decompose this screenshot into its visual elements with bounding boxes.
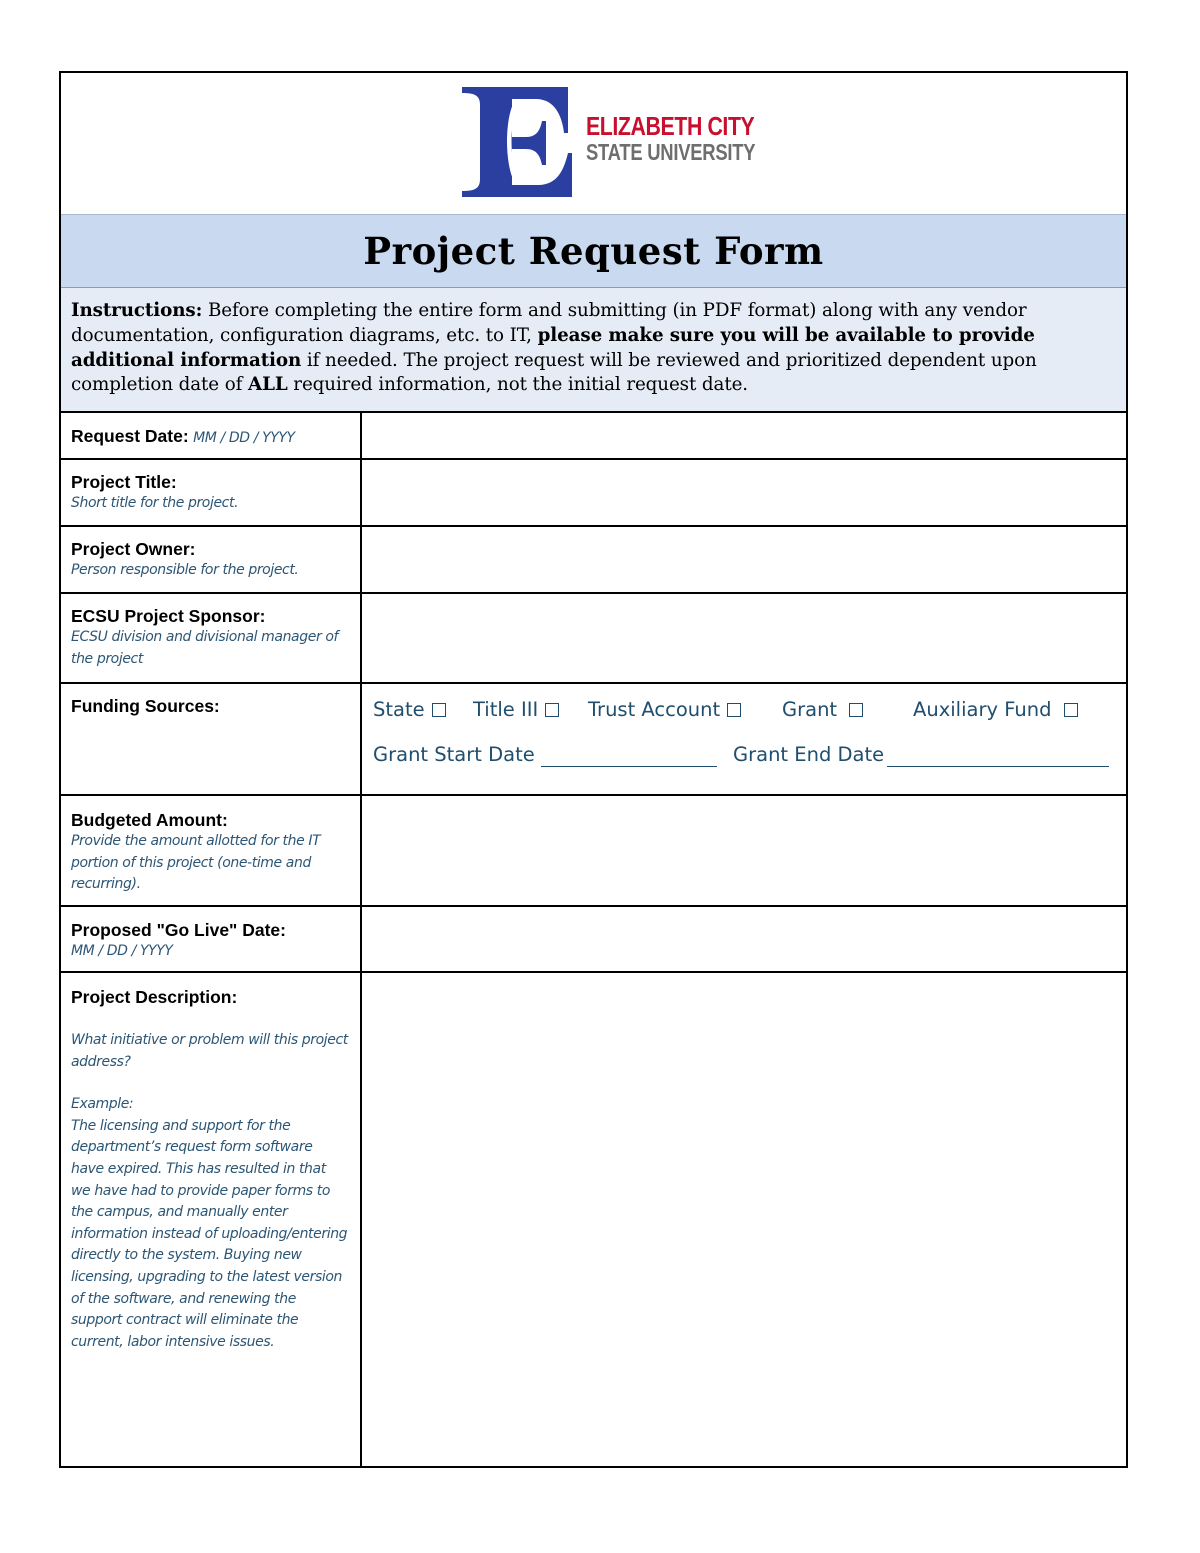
- logo-line-2: STATE UNIVERSITY: [586, 139, 756, 165]
- header-logo-area: [61, 73, 1126, 214]
- sponsor-input[interactable]: [362, 594, 1126, 682]
- budget-label-cell: [61, 796, 362, 905]
- row-budgeted-amount: [61, 796, 1126, 907]
- budget-input[interactable]: [362, 796, 1126, 905]
- sponsor-hint: ECSU division and divisional manager of the project: [71, 629, 339, 667]
- project-title-label: Project Title:: [71, 472, 177, 492]
- checkbox-grant[interactable]: [849, 703, 863, 717]
- row-project-description: [61, 973, 1126, 1468]
- instructions-label: Instructions:: [71, 300, 203, 321]
- funding-option-grant[interactable]: [782, 698, 863, 721]
- description-example-label: Example:: [71, 1096, 134, 1113]
- instructions-text-2: if needed. The project request will be reviewed and prioritized dependent upon completion date of: [71, 349, 1037, 396]
- sponsor-label: ECSU Project Sponsor:: [71, 606, 266, 626]
- budget-hint: Provide the amount allotted for the IT portion of this project (one-time and recurring).: [71, 833, 321, 893]
- funding-option-title-iii-label: Title III: [473, 698, 539, 721]
- request-date-hint: MM / DD / YYYY: [193, 430, 295, 446]
- request-date-label: Request Date:: [71, 426, 189, 446]
- project-title-hint: Short title for the project.: [71, 495, 239, 511]
- budget-label: Budgeted Amount:: [71, 810, 228, 830]
- description-example-text: The licensing and support for the department’s request form software have expired. This has resulted in that we have had to provide paper forms to the campus, and manually enter information instead of uploading/entering directly to the system. Buying new licensing, upgrading to the latest version of the software, and renewing the support contract will eliminate the current, labor intensive issues.: [71, 1117, 348, 1350]
- grant-start-date-label: Grant Start Date: [373, 743, 535, 766]
- row-project-title: [61, 460, 1126, 527]
- request-date-input[interactable]: [362, 413, 1126, 458]
- grant-end-date-input[interactable]: [887, 766, 1109, 767]
- sponsor-label-cell: [61, 594, 362, 682]
- funding-option-trust-account-label: Trust Account: [588, 698, 721, 721]
- logo-line-1: ELIZABETH CITY: [586, 111, 755, 141]
- checkbox-trust-account[interactable]: [727, 703, 741, 717]
- request-date-label-cell: [61, 413, 362, 458]
- go-live-hint: MM / DD / YYYY: [71, 943, 173, 959]
- row-go-live-date: [61, 907, 1126, 973]
- go-live-input[interactable]: [362, 907, 1126, 971]
- instructions-text-1: Before completing the entire form and submitting (in PDF format) along with any vendor documentation, configuration diagrams, etc. to IT,: [71, 300, 1027, 346]
- funding-option-state-label: State: [373, 698, 425, 721]
- funding-label-cell: [61, 684, 362, 794]
- grant-end-date-label: Grant End Date: [733, 743, 885, 766]
- row-request-date: [61, 413, 1126, 460]
- form-title: Project Request Form: [363, 229, 824, 273]
- checkbox-auxiliary-fund[interactable]: [1064, 703, 1078, 717]
- project-owner-label: Project Owner:: [71, 539, 196, 559]
- logo-wordmark: [586, 113, 798, 164]
- row-funding-sources: [61, 684, 1126, 796]
- row-project-sponsor: [61, 594, 1126, 684]
- title-band: [61, 214, 1126, 288]
- funding-option-auxiliary-fund-label: Auxiliary Fund: [913, 698, 1052, 721]
- project-owner-label-cell: [61, 527, 362, 592]
- instructions-bold-2: ALL: [248, 374, 288, 396]
- project-request-form: [59, 71, 1128, 1468]
- funding-options: [373, 698, 1113, 724]
- checkbox-state[interactable]: [432, 703, 446, 717]
- description-input[interactable]: [362, 973, 1126, 1468]
- funding-options-cell: [362, 684, 1126, 794]
- project-owner-input[interactable]: [362, 527, 1126, 592]
- go-live-label-cell: [61, 907, 362, 971]
- project-title-input[interactable]: [362, 460, 1126, 525]
- checkbox-title-iii[interactable]: [545, 703, 559, 717]
- ecsu-e-logo-icon: [460, 85, 578, 199]
- funding-option-grant-label: Grant: [782, 698, 838, 721]
- go-live-label: Proposed "Go Live" Date:: [71, 920, 286, 940]
- instructions-block: [61, 288, 1126, 413]
- description-label: Project Description:: [71, 987, 238, 1007]
- funding-option-auxiliary-fund[interactable]: [913, 698, 1078, 721]
- grant-start-date-input[interactable]: [541, 766, 717, 767]
- funding-option-title-iii[interactable]: [473, 698, 559, 721]
- description-label-cell: [61, 973, 362, 1468]
- funding-option-state[interactable]: [373, 698, 446, 721]
- description-hint: What initiative or problem will this project address?: [71, 1032, 348, 1070]
- project-owner-hint: Person responsible for the project.: [71, 562, 299, 578]
- funding-label: Funding Sources:: [71, 696, 220, 716]
- instructions-text-3: required information, not the initial request date.: [287, 374, 748, 396]
- instructions-bold-1: please make sure you will be available to provide additional information: [71, 324, 1035, 371]
- row-project-owner: [61, 527, 1126, 594]
- funding-option-trust-account[interactable]: [588, 698, 741, 721]
- project-title-label-cell: [61, 460, 362, 525]
